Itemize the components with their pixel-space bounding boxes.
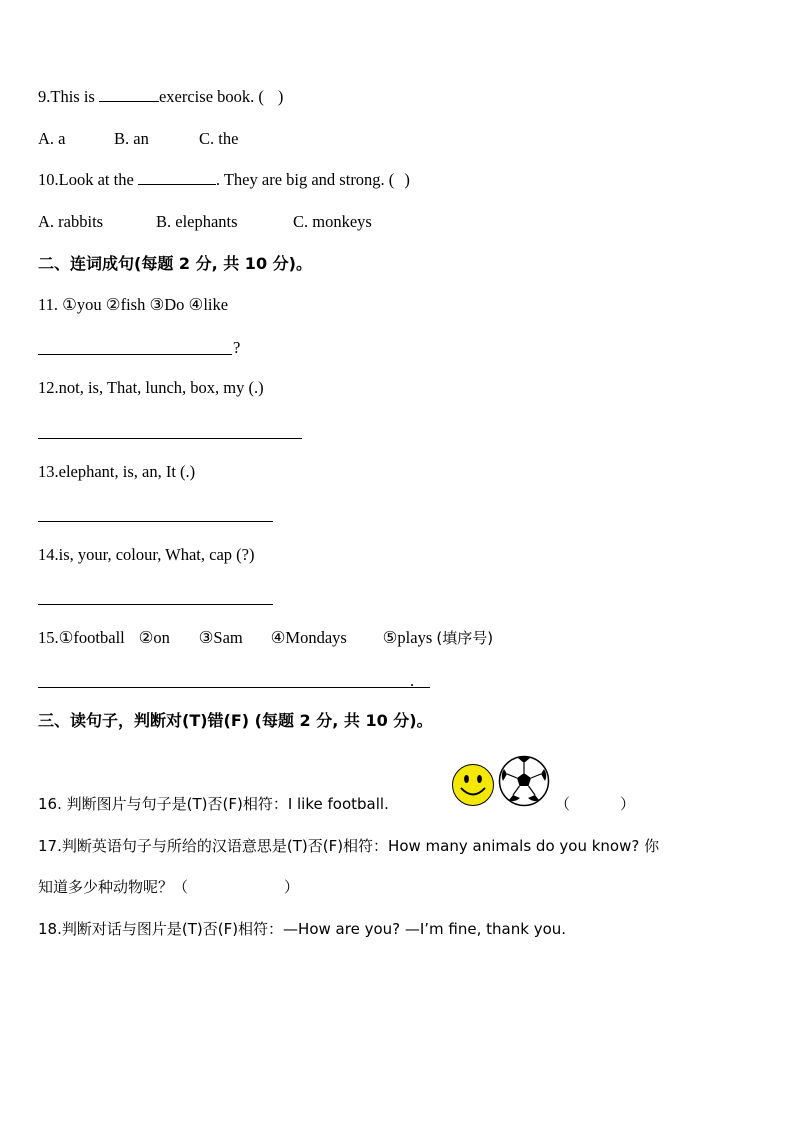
word-5: ⑤plays <box>382 628 433 647</box>
question-12: 12.not, is, That, lunch, box, my (.) <box>38 378 264 397</box>
option-b[interactable]: B. an <box>114 129 149 148</box>
answer-blank[interactable] <box>138 169 216 185</box>
answer-line[interactable] <box>38 438 302 439</box>
question-16: 16. 判断图片与句子是(T)否(F)相符：I like football. <box>38 795 389 813</box>
answer-paren-open: （ <box>555 795 571 813</box>
answer-paren-close: ） <box>620 795 636 813</box>
smiley-face-icon <box>451 763 495 807</box>
word-2: ②on <box>138 628 170 647</box>
option-c[interactable]: C. the <box>199 129 239 148</box>
answer-paren-close: ） <box>284 878 300 896</box>
question-13: 13.elephant, is, an, It (.) <box>38 462 196 481</box>
section-3-heading: 三、读句子，判断对(T)错(F) (每题 2 分, 共 10 分)。 <box>38 711 433 730</box>
question-9-options <box>38 128 238 150</box>
answer-line[interactable] <box>38 604 273 605</box>
answer-line[interactable] <box>38 521 273 522</box>
question-9 <box>38 86 283 108</box>
soccer-ball-icon <box>498 755 550 807</box>
instruction-note: (填序号) <box>436 629 494 647</box>
word-4: ④Mondays <box>270 628 347 647</box>
option-b[interactable]: B. elephants <box>156 212 238 231</box>
question-text: This is <box>50 87 99 106</box>
question-11-end: ? <box>233 338 241 357</box>
answer-line[interactable] <box>38 687 430 688</box>
section-2-heading: 二、连词成句(每题 2 分, 共 10 分)。 <box>38 254 312 273</box>
answer-blank[interactable] <box>99 86 159 102</box>
question-number: 15. <box>38 628 59 647</box>
question-15 <box>38 627 493 649</box>
question-number: 9. <box>38 87 51 106</box>
option-a[interactable]: A. a <box>38 129 66 148</box>
answer-line[interactable] <box>38 354 232 355</box>
question-number: 10. <box>38 170 59 189</box>
answer-paren: ) <box>277 87 284 106</box>
option-a[interactable]: A. rabbits <box>38 212 104 231</box>
question-11: 11. ①you ②fish ③Do ④like <box>38 295 229 314</box>
word-1: ①football <box>58 628 125 647</box>
question-text: exercise book. ( <box>158 87 264 106</box>
question-text: Look at the <box>58 170 138 189</box>
answer-paren: ) <box>404 170 410 189</box>
question-17-line-1: 17.判断英语句子与所给的汉语意思是(T)否(F)相符：How many animals do you know? 你 <box>38 837 660 855</box>
question-10-options <box>38 211 372 233</box>
question-15-end: . <box>410 671 415 690</box>
question-17-line-2: 知道多少种动物呢？（ <box>38 878 189 896</box>
question-10 <box>38 169 410 191</box>
word-3: ③Sam <box>198 628 243 647</box>
option-c[interactable]: C. monkeys <box>293 212 372 231</box>
question-14: 14.is, your, colour, What, cap (?) <box>38 545 255 564</box>
question-text: . They are big and strong. ( <box>215 170 395 189</box>
question-18: 18.判断对话与图片是(T)否(F)相符：—How are you? —I’m fine, thank you. <box>38 920 567 938</box>
